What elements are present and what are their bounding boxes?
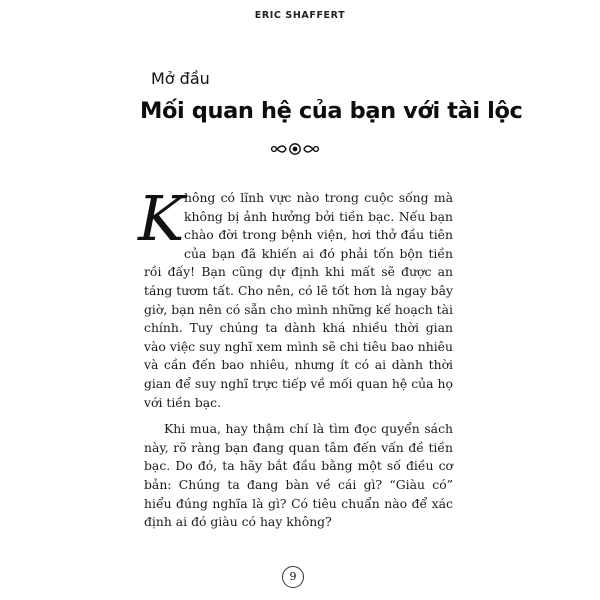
paragraph-1-text: hông có lĩnh vực nào trong cuộc sống mà không bị ảnh hưởng bởi tiền bạc. Nếu bạn chào đời trong bệnh viện, hơi thở đầu tiên của bạn đã khiến ai đó phải tốn bộn tiền rồi đấy! Bạn cũng dự định khi mất sẽ được an táng tươm tất. Cho nên, có lẽ tốt hơn là ngay bây giờ, bạn nên có sẵn cho mình những kế hoạch tài chính. Tuy chúng ta dành khá nhiều thời gian vào việc suy nghĩ xem mình sẽ chi tiêu bao nhiêu và cần đến bao nhiêu, nhưng ít có ai dành thời gian để suy nghĩ trực tiếp về mối quan hệ của họ với tiền bạc. bbox=[144, 190, 453, 410]
paragraph-2: Khi mua, hay thậm chí là tìm đọc quyển sách này, rõ ràng bạn đang quan tâm đến vấn đề tiền bạc. Do đó, ta hãy bắt đầu bằng một số điều cơ bản: Chúng ta đang bàn về cái gì? “Giàu có” hiểu đúng nghĩa là gì? Có tiêu chuẩn nào để xác định ai đó giàu có hay không? bbox=[144, 421, 453, 530]
chapter-label: Mở đầu bbox=[151, 69, 210, 88]
drop-cap: K bbox=[138, 182, 185, 255]
paragraph-1 bbox=[138, 182, 453, 412]
page-number: 9 bbox=[282, 566, 304, 588]
running-header-author: ERIC SHAFFERT bbox=[254, 10, 346, 21]
decorative-flourish-icon bbox=[265, 139, 325, 159]
chapter-title: Mối quan hệ của bạn với tài lộc bbox=[140, 98, 523, 124]
chapter-body bbox=[138, 182, 453, 532]
